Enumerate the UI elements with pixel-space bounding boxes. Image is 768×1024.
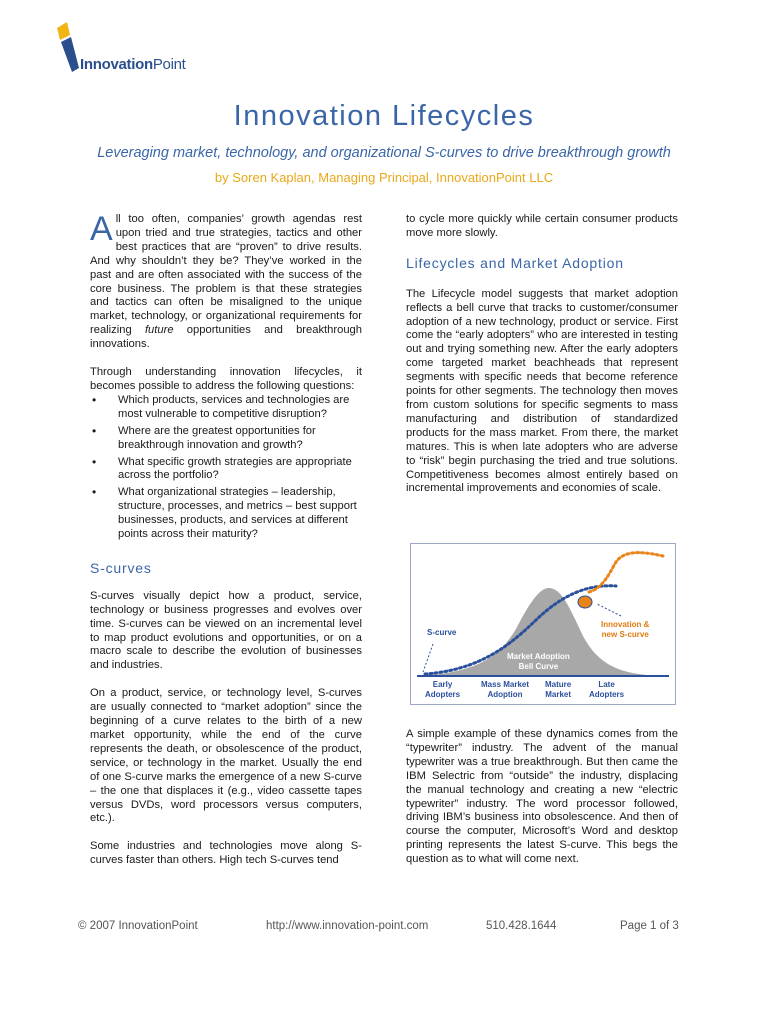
footer-phone: 510.428.1644	[486, 920, 557, 932]
bell-curve-label: Market Adoption Bell Curve	[507, 652, 570, 671]
list-item: • Where are the greatest opportunities for breakthrough innovation and growth?	[118, 425, 362, 453]
right-column	[406, 213, 678, 510]
lifecycle-diagram	[410, 543, 676, 705]
questions-list	[90, 394, 362, 542]
body-paragraph: On a product, service, or technology level, S-curves are usually connected to “market adoption” since the beginning of a curve relates to the birth of a new market opportunity, while the end of the curve represents the death, or obsolescence of the product, service, or technology in the market. Usually the end of one S-curve marks the emergence of a new S-curve – the one that displaces it (e.g., video cassette tapes versus DVDs, word processors versus computers, etc.).	[90, 687, 362, 825]
footer-url-link[interactable]: http://www.innovation-point.com	[266, 920, 429, 932]
stage-label-early-adopters: Early Adopters	[425, 680, 461, 699]
body-paragraph: to cycle more quickly while certain consumer products move more slowly.	[406, 213, 678, 239]
page-title: Innovation Lifecycles	[233, 100, 535, 132]
list-item: • Which products, services and technologies are most vulnerable to competitive disruption?	[118, 394, 362, 422]
stage-label-mature-market: Mature Market	[545, 680, 572, 699]
left-column	[90, 210, 362, 882]
innovation-point-marker	[578, 596, 592, 608]
body-paragraph: Some industries and technologies move along S-curves faster than others. High tech S-curves tend	[90, 840, 362, 867]
list-item: • What organizational strategies – leadership, structure, processes, and metrics – best support businesses, products, and services at different points across their maturity?	[118, 486, 362, 542]
scurve-label: S-curve	[427, 628, 457, 637]
innovation-arrow	[597, 604, 621, 616]
list-item: • What specific growth strategies are appropriate across the portfolio?	[118, 456, 362, 484]
body-paragraph: A simple example of these dynamics comes from the “typewriter” industry. The advent of the manual typewriter was a true breakthrough. But then came the IBM Selectric from “outside” the industry, displacing the manual technology and creating a new “electric typewriter” industry. The word processor followed, driving IBM’s business into obsolescence. And then of course the computer, Microsoft’s Word and desktop printing represents the latest S-curve. This begs the question as to what will come next.	[406, 728, 678, 866]
page-subtitle: Leveraging market, technology, and organizational S-curves to drive breakthrough growth	[97, 145, 671, 161]
questions-intro: Through understanding innovation lifecycles, it becomes possible to address the following questions:	[90, 366, 362, 392]
body-paragraph: S-curves visually depict how a product, service, technology or business progresses and evolves over time. S-curves can be viewed on an incremental level to map product evolutions and opportunities, or on a macro scale to describe the evolution of businesses and industries.	[90, 589, 362, 672]
footer-copyright: © 2007 InnovationPoint	[78, 920, 198, 932]
footer-page-number: Page 1 of 3	[620, 920, 679, 932]
drop-cap: A	[90, 210, 113, 248]
intro-paragraph: All too often, companies’ growth agendas rest upon tried and true strategies, tactics and other best practices that are “proven” to drive results. And why shouldn’t they be? They’ve worked in the past and are often associated with the success of the core business. The problem is that these strategies and tactics can often be misaligned to the unique market, technology, or organizational requirements for realizing future opportunities and breakthrough innovations.	[90, 210, 362, 351]
right-column-bottom	[406, 728, 678, 867]
byline: by Soren Kaplan, Managing Principal, InnovationPoint LLC	[214, 170, 554, 185]
section-heading-scurves: S-curves	[90, 559, 152, 576]
body-paragraph: The Lifecycle model suggests that market adoption reflects a bell curve that tracks to customer/consumer adoption of a new technology, product or service. First come the “early adopters” who are interested in testing out and trying something new. After the early adopters come targeted market beachheads that represent segments with specific needs that become reference points for other segments. The technology then moves from custom solutions for specific segments to mass manufacturing and distribution of standardized products for the mass market. From there, the market matures. This is when late adopters who are adverse to “risk” begin purchasing the tried and true solutions. Competitiveness becomes almost entirely based on incremental improvements and economies of scale.	[406, 287, 678, 495]
logo	[52, 22, 202, 74]
new-s-curve	[589, 553, 663, 592]
section-heading-lifecycles: Lifecycles and Market Adoption	[406, 254, 624, 271]
stage-label-mass-market: Mass Market Adoption	[481, 680, 530, 699]
stage-label-late-adopters: Late Adopters	[589, 680, 625, 699]
logo-wordmark: InnovationPoint	[80, 56, 186, 73]
scurve-arrow	[423, 644, 433, 672]
innovation-label: Innovation & new S-curve	[601, 620, 650, 639]
